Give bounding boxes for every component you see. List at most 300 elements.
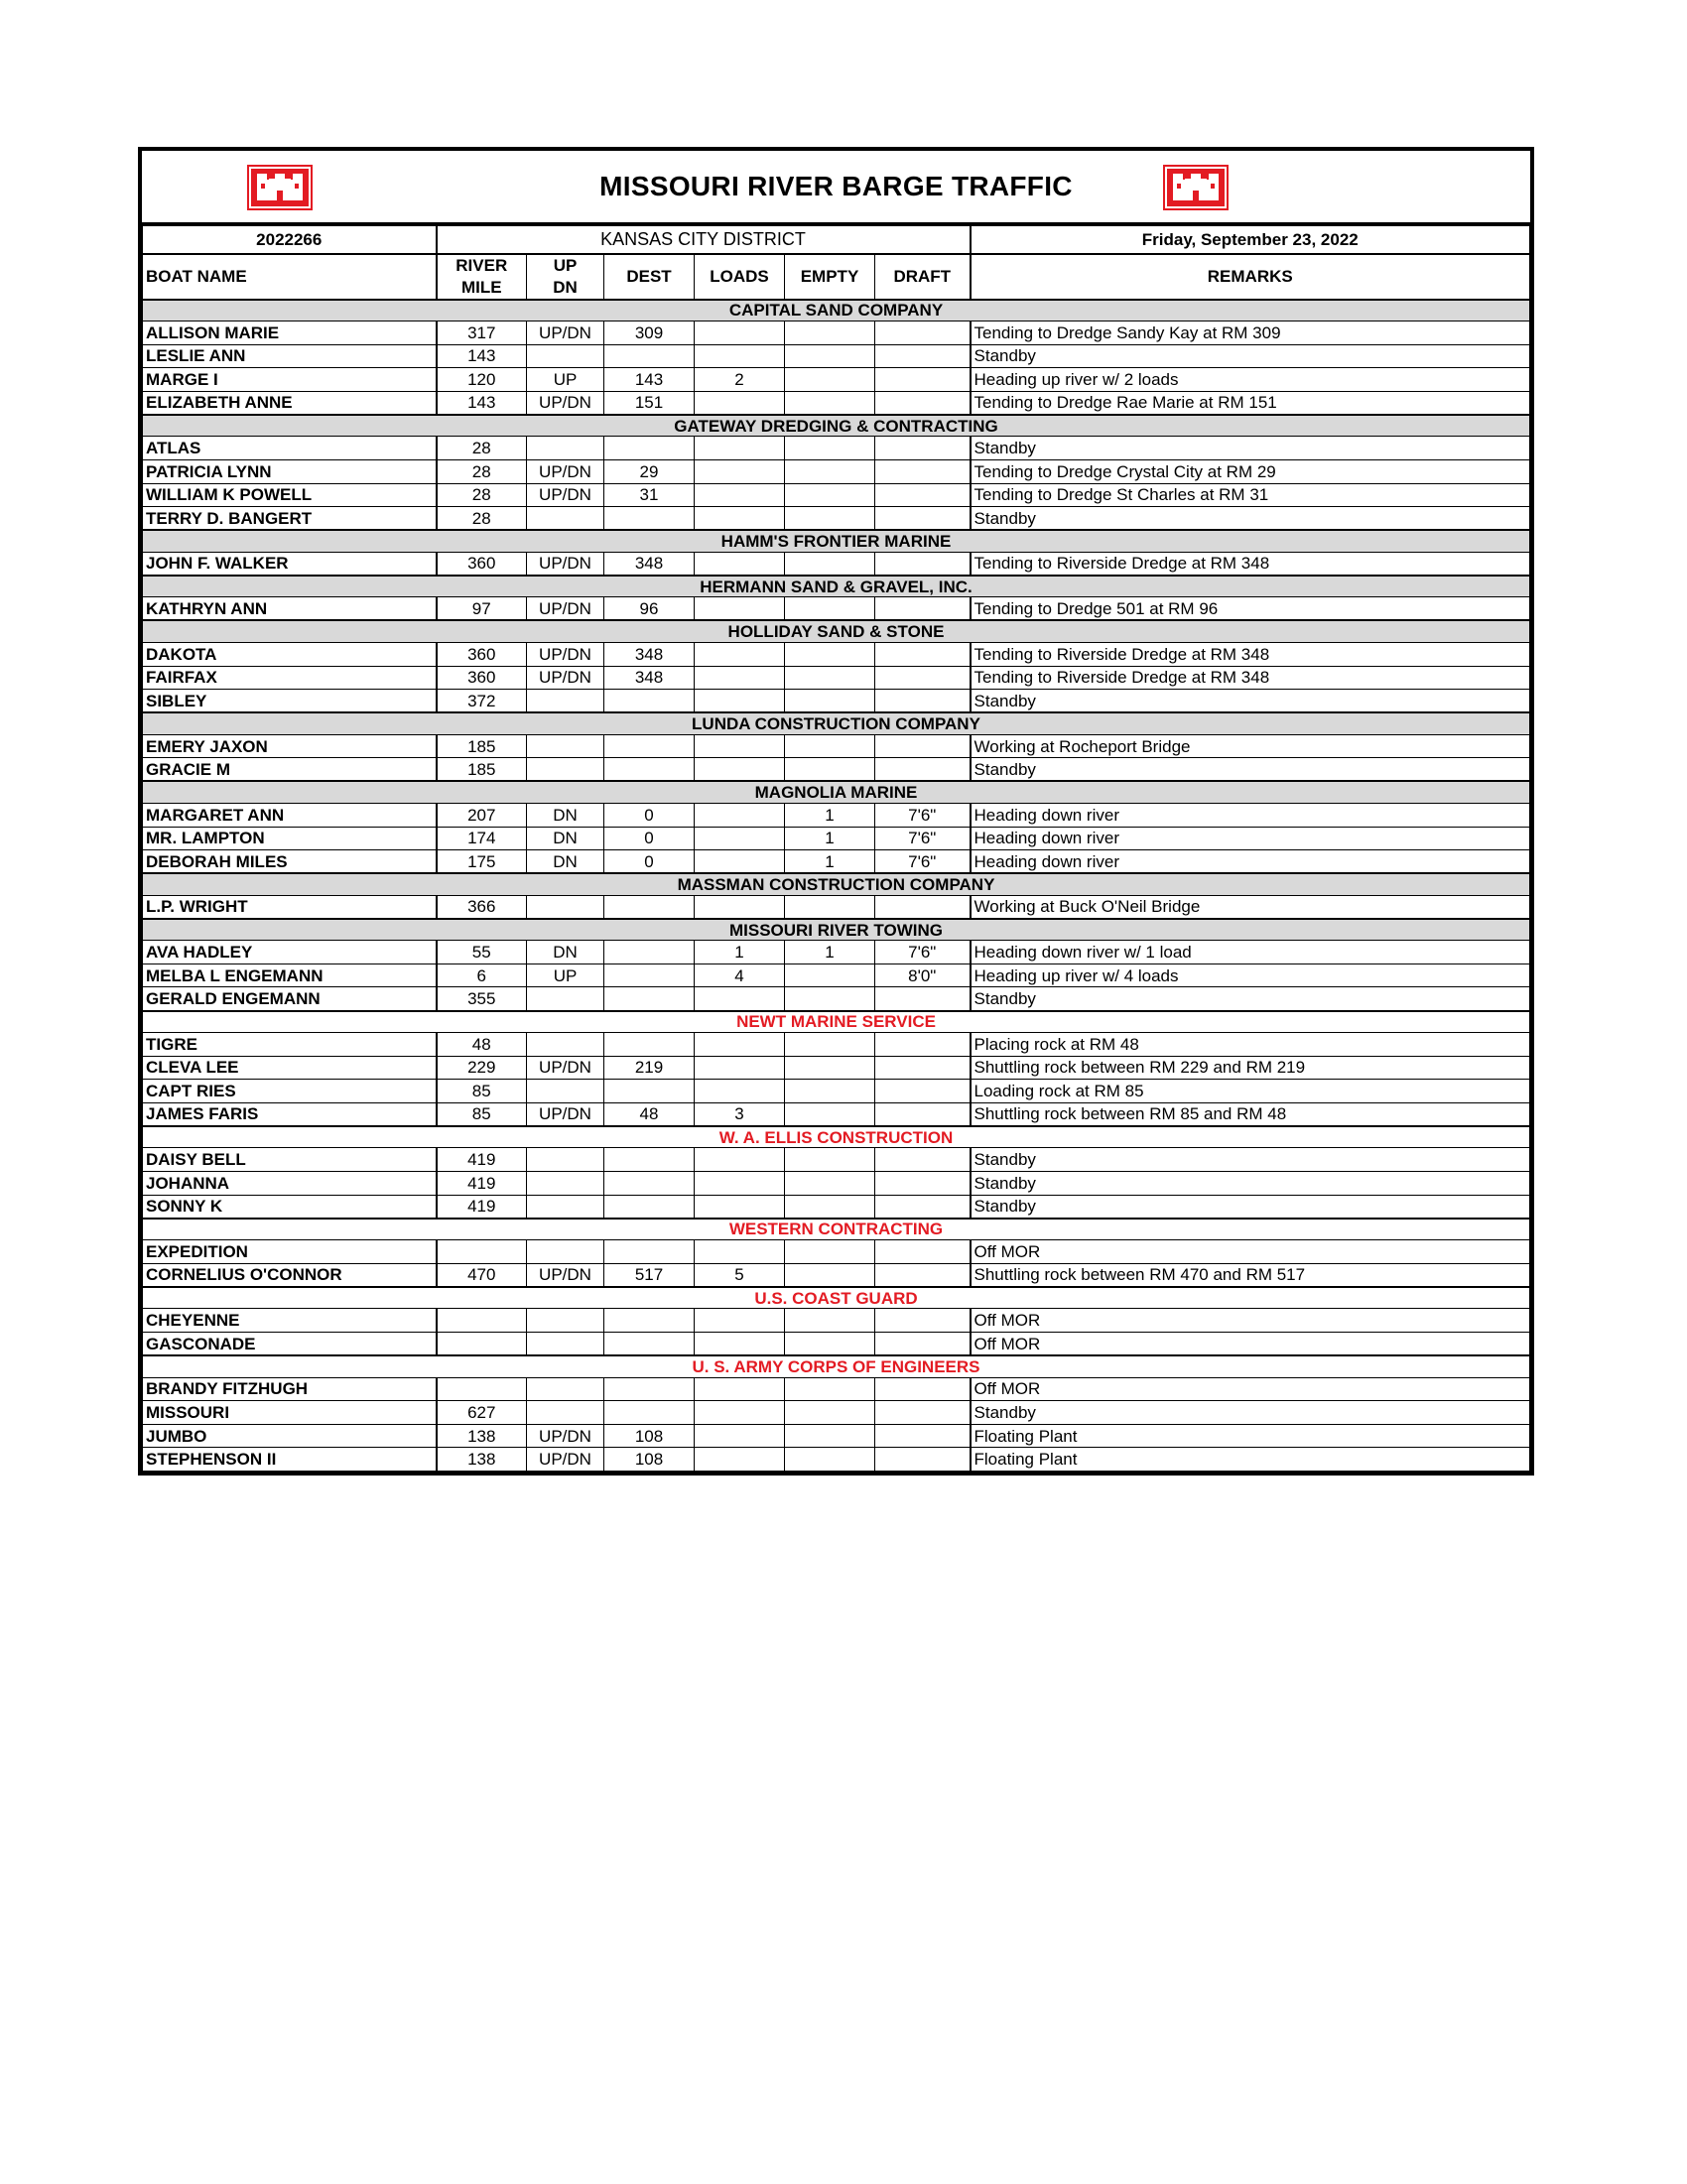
table-row [143, 344, 1530, 368]
cell-mile: 138 [437, 1424, 527, 1448]
cell-empty: 1 [785, 803, 875, 827]
cell-mile: 138 [437, 1448, 527, 1472]
cell-empty [785, 1309, 875, 1333]
cell-draft [875, 1401, 971, 1425]
cell-updn: UP/DN [527, 1056, 604, 1080]
cell-empty [785, 1195, 875, 1219]
cell-remarks: Standby [971, 344, 1530, 368]
cell-dest: 348 [604, 666, 695, 690]
cell-empty [785, 391, 875, 415]
cell-updn: UP [527, 368, 604, 392]
table-row [143, 1377, 1530, 1401]
cell-name: TIGRE [143, 1033, 437, 1057]
cell-mile: 185 [437, 758, 527, 782]
company-header-row [143, 1011, 1530, 1033]
cell-remarks: Tending to Riverside Dredge at RM 348 [971, 666, 1530, 690]
cell-remarks: Heading up river w/ 4 loads [971, 964, 1530, 987]
company-name: HAMM'S FRONTIER MARINE [143, 530, 1530, 552]
cell-name: GRACIE M [143, 758, 437, 782]
cell-name: JAMES FARIS [143, 1102, 437, 1126]
cell-name: DEBORAH MILES [143, 850, 437, 874]
company-name: HOLLIDAY SAND & STONE [143, 620, 1530, 642]
cell-mile: 360 [437, 642, 527, 666]
cell-draft [875, 666, 971, 690]
cell-empty [785, 507, 875, 531]
cell-name: STEPHENSON II [143, 1448, 437, 1472]
table-row [143, 1080, 1530, 1103]
table-row [143, 1056, 1530, 1080]
cell-draft [875, 1102, 971, 1126]
cell-mile: 28 [437, 459, 527, 483]
cell-dest [604, 964, 695, 987]
cell-draft [875, 642, 971, 666]
company-name: MISSOURI RIVER TOWING [143, 919, 1530, 941]
cell-name: GERALD ENGEMANN [143, 987, 437, 1011]
cell-empty [785, 1240, 875, 1264]
cell-loads [695, 1333, 785, 1356]
cell-loads [695, 1240, 785, 1264]
cell-draft [875, 734, 971, 758]
cell-name: JUMBO [143, 1424, 437, 1448]
cell-dest: 0 [604, 803, 695, 827]
cell-mile [437, 1333, 527, 1356]
cell-mile: 28 [437, 507, 527, 531]
cell-loads: 4 [695, 964, 785, 987]
cell-mile: 207 [437, 803, 527, 827]
table-row [143, 507, 1530, 531]
col-river-mile: RIVER MILE [437, 254, 527, 300]
cell-updn: UP/DN [527, 666, 604, 690]
cell-mile [437, 1377, 527, 1401]
report-date: Friday, September 23, 2022 [971, 226, 1530, 254]
cell-dest [604, 1401, 695, 1425]
cell-name: ELIZABETH ANNE [143, 391, 437, 415]
cell-remarks: Working at Rocheport Bridge [971, 734, 1530, 758]
cell-mile: 366 [437, 895, 527, 919]
col-boat-name: BOAT NAME [143, 254, 437, 300]
cell-mile: 229 [437, 1056, 527, 1080]
cell-name: LESLIE ANN [143, 344, 437, 368]
cell-remarks: Off MOR [971, 1333, 1530, 1356]
cell-draft [875, 1333, 971, 1356]
cell-draft [875, 1263, 971, 1287]
cell-draft [875, 1240, 971, 1264]
cell-updn: UP/DN [527, 597, 604, 621]
table-row [143, 321, 1530, 345]
cell-empty [785, 1401, 875, 1425]
cell-draft [875, 483, 971, 507]
col-loads: LOADS [695, 254, 785, 300]
cell-remarks: Heading down river [971, 827, 1530, 850]
cell-updn: UP/DN [527, 1263, 604, 1287]
cell-loads [695, 1309, 785, 1333]
cell-loads [695, 734, 785, 758]
cell-name: MARGARET ANN [143, 803, 437, 827]
cell-updn [527, 507, 604, 531]
cell-updn [527, 1377, 604, 1401]
cell-remarks: Standby [971, 1401, 1530, 1425]
cell-remarks: Shuttling rock between RM 85 and RM 48 [971, 1102, 1530, 1126]
cell-updn: UP/DN [527, 1102, 604, 1126]
cell-mile: 28 [437, 437, 527, 460]
cell-name: DAKOTA [143, 642, 437, 666]
cell-empty [785, 597, 875, 621]
cell-remarks: Tending to Riverside Dredge at RM 348 [971, 552, 1530, 576]
cell-remarks: Off MOR [971, 1377, 1530, 1401]
cell-remarks: Heading up river w/ 2 loads [971, 368, 1530, 392]
table-row [143, 1240, 1530, 1264]
cell-updn: DN [527, 850, 604, 874]
cell-empty [785, 344, 875, 368]
cell-draft [875, 1033, 971, 1057]
table-row [143, 552, 1530, 576]
table-row [143, 597, 1530, 621]
cell-remarks: Shuttling rock between RM 229 and RM 219 [971, 1056, 1530, 1080]
table-row [143, 734, 1530, 758]
company-header-row [143, 712, 1530, 734]
cell-empty [785, 1033, 875, 1057]
company-name: CAPITAL SAND COMPANY [143, 300, 1530, 321]
cell-empty [785, 690, 875, 713]
cell-loads [695, 1172, 785, 1196]
cell-dest: 96 [604, 597, 695, 621]
table-row [143, 1102, 1530, 1126]
cell-loads [695, 344, 785, 368]
cell-dest [604, 734, 695, 758]
company-header-row [143, 300, 1530, 321]
cell-name: FAIRFAX [143, 666, 437, 690]
table-row [143, 1195, 1530, 1219]
cell-mile: 360 [437, 552, 527, 576]
cell-draft [875, 1309, 971, 1333]
cell-updn [527, 758, 604, 782]
cell-draft [875, 1377, 971, 1401]
cell-draft [875, 459, 971, 483]
cell-dest: 108 [604, 1424, 695, 1448]
cell-empty [785, 895, 875, 919]
cell-draft: 7'6" [875, 827, 971, 850]
cell-loads [695, 1033, 785, 1057]
cell-name: MISSOURI [143, 1401, 437, 1425]
cell-dest [604, 1172, 695, 1196]
cell-loads: 1 [695, 941, 785, 964]
cell-loads: 5 [695, 1263, 785, 1287]
cell-loads [695, 690, 785, 713]
cell-dest: 219 [604, 1056, 695, 1080]
table-body [143, 300, 1530, 1472]
company-name: NEWT MARINE SERVICE [143, 1011, 1530, 1033]
cell-empty [785, 437, 875, 460]
table-row [143, 666, 1530, 690]
cell-mile: 470 [437, 1263, 527, 1287]
cell-loads [695, 1424, 785, 1448]
cell-loads [695, 1448, 785, 1472]
cell-remarks: Tending to Dredge Rae Marie at RM 151 [971, 391, 1530, 415]
cell-updn [527, 1401, 604, 1425]
cell-mile: 372 [437, 690, 527, 713]
cell-updn: UP/DN [527, 642, 604, 666]
company-name: LUNDA CONSTRUCTION COMPANY [143, 712, 1530, 734]
company-header-row [143, 1287, 1530, 1309]
col-empty: EMPTY [785, 254, 875, 300]
cell-dest: 348 [604, 552, 695, 576]
cell-updn: UP [527, 964, 604, 987]
company-name: MAGNOLIA MARINE [143, 781, 1530, 803]
cell-loads [695, 391, 785, 415]
cell-updn: UP/DN [527, 483, 604, 507]
cell-name: CHEYENNE [143, 1309, 437, 1333]
cell-draft [875, 895, 971, 919]
cell-draft: 7'6" [875, 803, 971, 827]
cell-remarks: Tending to Riverside Dredge at RM 348 [971, 642, 1530, 666]
page-title: MISSOURI RIVER BARGE TRAFFIC [599, 171, 1073, 201]
cell-name: JOHN F. WALKER [143, 552, 437, 576]
cell-empty [785, 321, 875, 345]
cell-loads: 3 [695, 1102, 785, 1126]
cell-empty [785, 964, 875, 987]
cell-mile: 419 [437, 1148, 527, 1172]
company-name: U.S. COAST GUARD [143, 1287, 1530, 1309]
cell-loads [695, 895, 785, 919]
cell-dest [604, 437, 695, 460]
cell-remarks: Off MOR [971, 1309, 1530, 1333]
cell-updn [527, 344, 604, 368]
table-row [143, 1448, 1530, 1472]
cell-remarks: Shuttling rock between RM 470 and RM 517 [971, 1263, 1530, 1287]
company-header-row [143, 530, 1530, 552]
cell-empty [785, 642, 875, 666]
cell-name: AVA HADLEY [143, 941, 437, 964]
table-row [143, 483, 1530, 507]
cell-empty [785, 1056, 875, 1080]
cell-remarks: Floating Plant [971, 1448, 1530, 1472]
cell-name: SIBLEY [143, 690, 437, 713]
cell-remarks: Loading rock at RM 85 [971, 1080, 1530, 1103]
cell-mile: 627 [437, 1401, 527, 1425]
cell-empty: 1 [785, 941, 875, 964]
cell-name: DAISY BELL [143, 1148, 437, 1172]
cell-draft: 7'6" [875, 941, 971, 964]
col-remarks: REMARKS [971, 254, 1530, 300]
cell-name: MR. LAMPTON [143, 827, 437, 850]
cell-remarks: Heading down river [971, 803, 1530, 827]
table-row [143, 964, 1530, 987]
cell-dest [604, 507, 695, 531]
cell-remarks: Standby [971, 987, 1530, 1011]
company-header-row [143, 1355, 1530, 1377]
cell-loads [695, 987, 785, 1011]
cell-draft [875, 344, 971, 368]
cell-loads [695, 1056, 785, 1080]
cell-updn [527, 1148, 604, 1172]
cell-dest: 517 [604, 1263, 695, 1287]
cell-dest [604, 1033, 695, 1057]
cell-updn: UP/DN [527, 391, 604, 415]
table-row [143, 895, 1530, 919]
cell-updn: UP/DN [527, 552, 604, 576]
cell-name: CAPT RIES [143, 1080, 437, 1103]
table-row [143, 368, 1530, 392]
cell-dest [604, 1148, 695, 1172]
cell-updn [527, 987, 604, 1011]
cell-mile: 55 [437, 941, 527, 964]
cell-empty [785, 987, 875, 1011]
cell-mile: 97 [437, 597, 527, 621]
cell-empty [785, 1448, 875, 1472]
cell-empty [785, 368, 875, 392]
company-header-row [143, 576, 1530, 597]
cell-draft [875, 552, 971, 576]
cell-draft [875, 1080, 971, 1103]
company-name: U. S. ARMY CORPS OF ENGINEERS [143, 1355, 1530, 1377]
cell-loads [695, 1377, 785, 1401]
cell-dest: 108 [604, 1448, 695, 1472]
cell-loads [695, 483, 785, 507]
report-id: 2022266 [143, 226, 437, 254]
cell-empty [785, 1080, 875, 1103]
table-row [143, 1401, 1530, 1425]
cell-mile [437, 1309, 527, 1333]
cell-draft [875, 597, 971, 621]
cell-updn: DN [527, 827, 604, 850]
cell-empty [785, 1172, 875, 1196]
table-row [143, 758, 1530, 782]
table-row [143, 1309, 1530, 1333]
cell-updn: UP/DN [527, 1424, 604, 1448]
company-header-row [143, 620, 1530, 642]
cell-remarks: Standby [971, 690, 1530, 713]
cell-mile: 419 [437, 1172, 527, 1196]
cell-empty [785, 1148, 875, 1172]
table-row [143, 391, 1530, 415]
cell-empty [785, 1333, 875, 1356]
cell-remarks: Standby [971, 758, 1530, 782]
cell-dest [604, 758, 695, 782]
cell-name: WILLIAM K POWELL [143, 483, 437, 507]
cell-empty [785, 459, 875, 483]
table-row [143, 690, 1530, 713]
cell-loads [695, 1148, 785, 1172]
cell-loads [695, 321, 785, 345]
cell-name: GASCONADE [143, 1333, 437, 1356]
table-row [143, 827, 1530, 850]
cell-dest: 0 [604, 827, 695, 850]
cell-empty: 1 [785, 850, 875, 874]
cell-loads [695, 437, 785, 460]
cell-dest [604, 987, 695, 1011]
cell-draft [875, 987, 971, 1011]
table-row [143, 1263, 1530, 1287]
barge-traffic-sheet [138, 147, 1534, 1476]
table-row [143, 941, 1530, 964]
cell-remarks: Tending to Dredge Crystal City at RM 29 [971, 459, 1530, 483]
cell-dest [604, 1333, 695, 1356]
column-header-row [143, 254, 1530, 300]
cell-dest [604, 1080, 695, 1103]
cell-dest [604, 1240, 695, 1264]
cell-mile: 85 [437, 1102, 527, 1126]
cell-empty [785, 1424, 875, 1448]
cell-dest [604, 1377, 695, 1401]
cell-loads [695, 803, 785, 827]
cell-mile: 28 [437, 483, 527, 507]
cell-mile: 120 [437, 368, 527, 392]
table-row [143, 1033, 1530, 1057]
cell-draft [875, 1148, 971, 1172]
cell-dest [604, 1195, 695, 1219]
cell-loads [695, 507, 785, 531]
table-row [143, 987, 1530, 1011]
table-row [143, 437, 1530, 460]
cell-empty [785, 758, 875, 782]
table-row [143, 642, 1530, 666]
cell-name: L.P. WRIGHT [143, 895, 437, 919]
cell-remarks: Standby [971, 1195, 1530, 1219]
cell-name: MELBA L ENGEMANN [143, 964, 437, 987]
cell-mile: 143 [437, 344, 527, 368]
cell-dest [604, 344, 695, 368]
cell-draft [875, 1172, 971, 1196]
cell-mile: 174 [437, 827, 527, 850]
cell-dest [604, 941, 695, 964]
cell-dest: 29 [604, 459, 695, 483]
cell-draft [875, 1195, 971, 1219]
cell-name: CORNELIUS O'CONNOR [143, 1263, 437, 1287]
cell-name: EXPEDITION [143, 1240, 437, 1264]
cell-empty [785, 1102, 875, 1126]
table-row [143, 459, 1530, 483]
cell-updn [527, 734, 604, 758]
cell-name: MARGE I [143, 368, 437, 392]
cell-updn [527, 1080, 604, 1103]
company-name: HERMANN SAND & GRAVEL, INC. [143, 576, 1530, 597]
cell-draft [875, 690, 971, 713]
castle-logo-icon [1163, 165, 1229, 210]
cell-loads [695, 642, 785, 666]
cell-draft [875, 1448, 971, 1472]
cell-loads [695, 1401, 785, 1425]
cell-name: JOHANNA [143, 1172, 437, 1196]
cell-empty [785, 483, 875, 507]
cell-mile: 419 [437, 1195, 527, 1219]
cell-draft [875, 391, 971, 415]
cell-remarks: Working at Buck O'Neil Bridge [971, 895, 1530, 919]
cell-name: EMERY JAXON [143, 734, 437, 758]
cell-dest [604, 690, 695, 713]
cell-updn [527, 895, 604, 919]
company-header-row [143, 1126, 1530, 1148]
cell-updn [527, 437, 604, 460]
company-name: WESTERN CONTRACTING [143, 1219, 1530, 1240]
cell-draft: 7'6" [875, 850, 971, 874]
cell-remarks: Placing rock at RM 48 [971, 1033, 1530, 1057]
cell-name: CLEVA LEE [143, 1056, 437, 1080]
cell-empty [785, 1377, 875, 1401]
cell-updn: DN [527, 941, 604, 964]
cell-mile: 48 [437, 1033, 527, 1057]
cell-draft [875, 321, 971, 345]
cell-dest: 151 [604, 391, 695, 415]
cell-remarks: Standby [971, 437, 1530, 460]
company-name: MASSMAN CONSTRUCTION COMPANY [143, 873, 1530, 895]
company-header-row [143, 1219, 1530, 1240]
cell-remarks: Heading down river w/ 1 load [971, 941, 1530, 964]
cell-mile: 185 [437, 734, 527, 758]
cell-dest: 348 [604, 642, 695, 666]
cell-mile: 355 [437, 987, 527, 1011]
table-row [143, 1172, 1530, 1196]
cell-draft [875, 1056, 971, 1080]
